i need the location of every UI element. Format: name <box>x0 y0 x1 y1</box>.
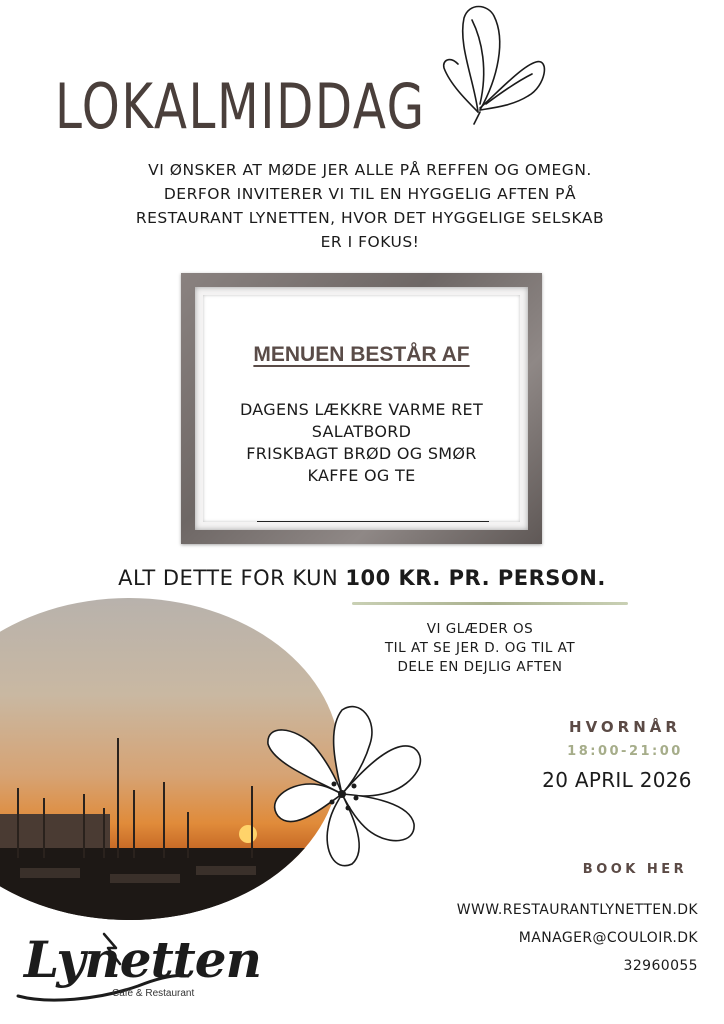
greeting-line: VI GLÆDER OS <box>426 621 534 637</box>
menu-frame-mat <box>195 287 528 530</box>
menu-heading: MENUEN BESTÅR AF <box>253 343 470 366</box>
intro-line: DERFOR INVITERER VI TIL EN HYGGELIG AFTEN PÅ <box>163 185 577 203</box>
book-label: BOOK HER <box>582 862 688 877</box>
menu-item: SALATBORD <box>311 422 412 441</box>
butterfly-icon <box>436 0 548 126</box>
intro-text <box>60 158 680 254</box>
menu-item: FRISKBAGT BRØD OG SMØR <box>246 444 477 463</box>
menu-panel <box>203 295 520 522</box>
greeting-line: TIL AT SE JER D. OG TIL AT <box>384 640 576 656</box>
menu-item: DAGENS LÆKKRE VARME RET <box>239 400 484 419</box>
intro-line: VI ØNSKER AT MØDE JER ALLE PÅ REFFEN OG OMEGN. <box>148 161 592 179</box>
page-title: LOKALMIDDAG <box>55 70 426 143</box>
when-label: HVORNÅR <box>569 718 681 736</box>
price-prefix: ALT DETTE FOR KUN <box>118 566 339 590</box>
email-link[interactable]: MANAGER@COULOIR.DK <box>518 930 698 946</box>
menu-item: KAFFE OG TE <box>307 466 416 485</box>
logo: Lynetten <box>24 930 261 989</box>
signature-line <box>257 521 489 522</box>
phone-number[interactable]: 32960055 <box>623 958 698 974</box>
website-link[interactable]: WWW.RESTAURANTLYNETTEN.DK <box>456 902 698 918</box>
price-text <box>0 566 724 590</box>
price-underline <box>352 602 628 605</box>
event-date: 20 APRIL 2026 <box>542 768 692 792</box>
event-time: 18:00-21:00 <box>567 744 683 759</box>
greeting-line: DELE EN DEJLIG AFTEN <box>397 659 563 675</box>
price-highlight: 100 KR. PR. PERSON. <box>345 566 606 590</box>
menu-frame <box>181 273 542 544</box>
flower-icon <box>264 700 428 870</box>
intro-line: RESTAURANT LYNETTEN, HVOR DET HYGGELIGE SELSKAB <box>135 209 605 227</box>
greeting-text <box>330 620 630 677</box>
menu-list <box>203 399 520 487</box>
logo-subtitle: Café & Restaurant <box>112 988 195 999</box>
intro-line: ER I FOKUS! <box>320 233 420 251</box>
